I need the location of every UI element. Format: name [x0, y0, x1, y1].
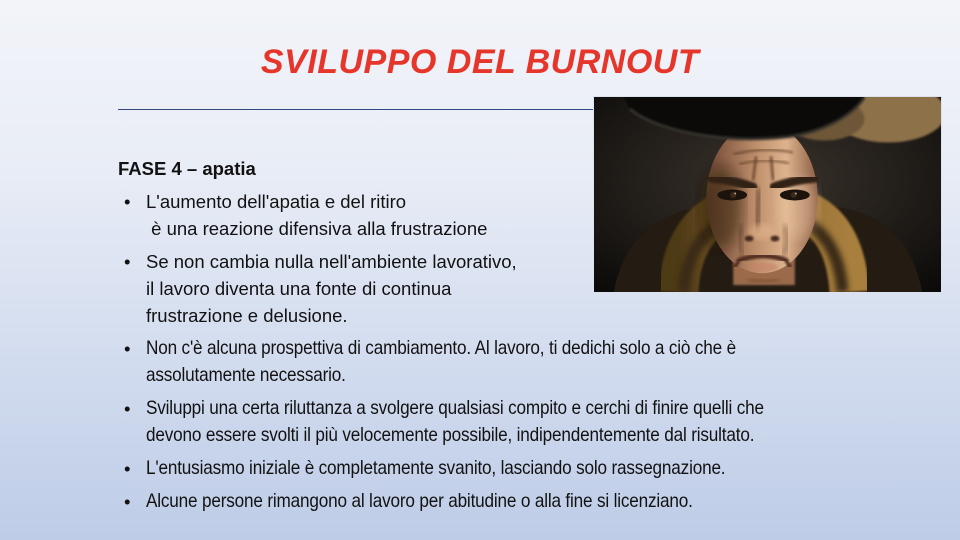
bullet-text-line: frustrazione e delusione. — [146, 305, 348, 326]
bullet-text — [146, 335, 928, 389]
bullet-item-5 — [118, 455, 928, 482]
bullet-marker: • — [124, 191, 131, 212]
bullet-text-line: è una reazione difensiva alla frustrazione — [146, 218, 488, 239]
bullet-text-line: Se non cambia nulla nell'ambiente lavorativo, — [146, 251, 517, 272]
bullet-text — [146, 488, 928, 515]
bullet-item-1 — [118, 188, 928, 242]
bullet-text — [146, 395, 928, 449]
bullet-text-line: L'aumento dell'apatia e del ritiro — [146, 191, 407, 212]
bullet-text-line: L'entusiasmo iniziale è completamente svanito, lasciando solo rassegnazione. — [146, 457, 726, 479]
bullet-item-4 — [118, 395, 928, 449]
bullet-marker: • — [124, 458, 131, 479]
bullet-item-6 — [118, 488, 928, 515]
phase-heading: FASE 4 – apatia — [118, 158, 256, 179]
bullet-text-line: Sviluppi una certa riluttanza a svolgere qualsiasi compito e cerchi di finire quelli che — [146, 397, 764, 419]
bullet-item-2 — [118, 248, 928, 329]
bullet-marker: • — [124, 491, 131, 512]
slide-title: SVILUPPO DEL BURNOUT — [260, 43, 700, 81]
bullet-text-line: Non c'è alcuna prospettiva di cambiamento. Al lavoro, ti dedichi solo a ciò che è — [146, 337, 736, 359]
bullet-marker: • — [124, 398, 131, 419]
slide-body — [118, 155, 928, 521]
bullet-item-3 — [118, 335, 928, 389]
bullet-text-line: Alcune persone rimangono al lavoro per abitudine o alla fine si licenziano. — [146, 490, 693, 512]
bullet-text — [146, 455, 928, 482]
bullet-text — [146, 248, 928, 329]
bullet-text-line: assolutamente necessario. — [146, 364, 346, 386]
bullet-text-line: il lavoro diventa una fonte di continua — [146, 278, 452, 299]
bullet-text-line: devono essere svolti il più velocemente possibile, indipendentemente dal risultato. — [146, 424, 755, 446]
bullet-marker: • — [124, 338, 131, 359]
bullet-marker: • — [124, 251, 131, 272]
bullet-text — [146, 188, 928, 242]
